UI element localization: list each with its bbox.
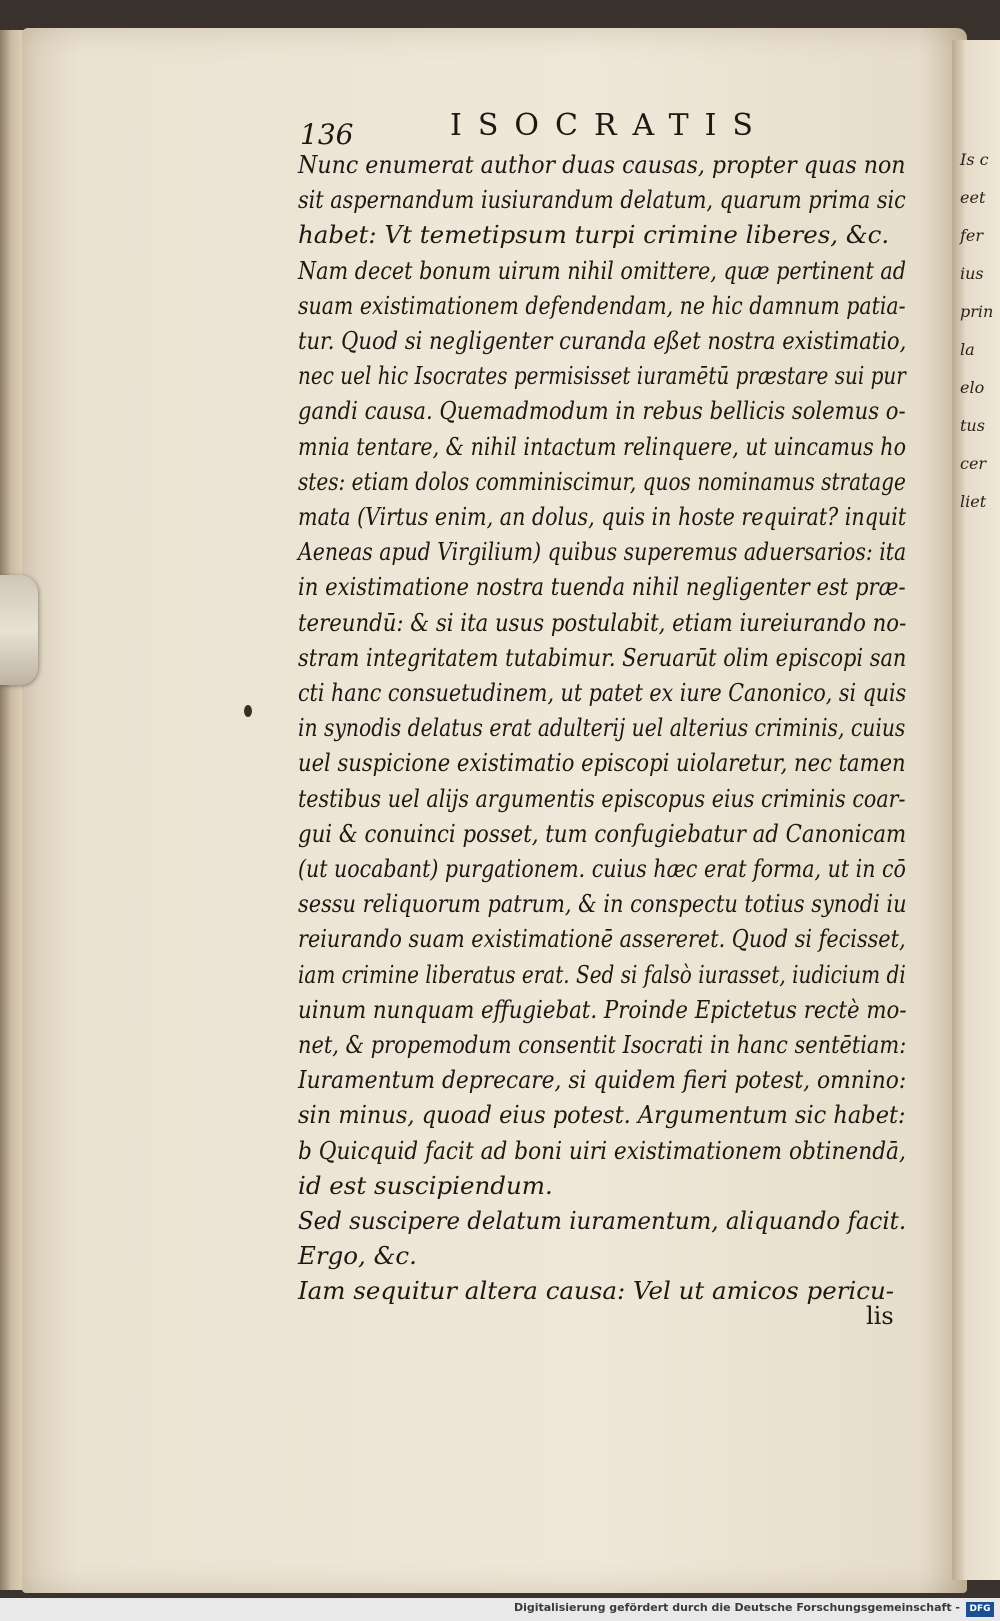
text-line: in existimatione nostra tuenda nihil negligenter est præ- (298, 572, 906, 602)
text-line: mata (Virtus enim, an dolus, quis in hoste requirat? inquit (298, 502, 907, 531)
text-line: tereundū: & si ita usus postulabit, etiam iureiurando no- (298, 607, 907, 637)
text-line: habet: Vt temetipsum turpi crimine liberes, &c. (298, 220, 890, 250)
text-line: tur. Quod si negligenter curanda eßet nostra existimatio, (298, 326, 907, 355)
text-line: Ergo, &c. (298, 1241, 417, 1271)
text-line: id est suscipiendum. (298, 1170, 553, 1200)
text-line: Nunc enumerat author duas causas, propter quas non (298, 150, 906, 179)
text-line: stes: etiam dolos comminiscimur, quos nominamus stratage (298, 466, 906, 496)
facing-page-fragment: ius (960, 264, 984, 283)
page-clip (0, 575, 38, 685)
text-line: (ut uocabant) purgationem. cuius hæc erat forma, ut in cō (298, 854, 906, 883)
dfg-logo: DFG (966, 1602, 994, 1617)
text-line: iam crimine liberatus erat. Sed si falsò iurasset, iudicium di (298, 959, 906, 989)
text-line: sin minus, quoad eius potest. Argumentum sic habet: (298, 1100, 906, 1130)
facing-page-fragment: eet (960, 188, 986, 207)
text-line: suam existimationem defendendam, ne hic damnum patia- (298, 290, 906, 320)
catchword: lis (866, 1302, 894, 1330)
ink-spot (244, 705, 252, 717)
text-line: reiurando suam existimationē assereret. Quod si fecisset, (298, 924, 906, 954)
facing-page-fragment: prin (960, 302, 994, 321)
facing-page-fragment: Is c (960, 150, 989, 169)
text-line: gui & conuinci posset, tum confugiebatur ad Canonicam (298, 818, 907, 848)
footer-credit: Digitalisierung gefördert durch die Deutsche Forschungsgemeinschaft - (513, 1601, 960, 1614)
footer-bar (0, 1598, 1000, 1621)
facing-page-fragment: cer (960, 454, 987, 473)
text-line: sessu reliquorum patrum, & in conspectu totius synodi iu (298, 889, 907, 919)
text-line: uinum nunquam effugiebat. Proinde Epictetus rectè mo- (298, 994, 907, 1024)
text-line: Sed suscipere delatum iuramentum, aliquando facit. (298, 1206, 907, 1235)
facing-page-fragment: la (960, 340, 975, 359)
facing-page-fragment: elo (960, 378, 985, 397)
text-line: Iuramentum deprecare, si quidem fieri potest, omnino: (298, 1065, 907, 1095)
running-head: ISOCRATIS (450, 108, 769, 143)
text-line: mnia tentare, & nihil intactum relinquere, ut uincamus ho (298, 431, 906, 461)
next-page-edge (952, 40, 1000, 1580)
text-line: net, & propemodum consentit Isocrati in hanc sentētiam: (298, 1030, 907, 1059)
text-line: Nam decet bonum uirum nihil omittere, quæ pertinent ad (298, 255, 907, 285)
text-line: sit aspernandum iusiurandum delatum, quarum prima sic (298, 185, 906, 215)
text-line: testibus uel alijs argumentis episcopus eius criminis coar- (298, 783, 906, 813)
page-header (300, 108, 900, 152)
facing-page-fragment: tus (960, 416, 985, 435)
text-line: in synodis delatus erat adulterij uel alterius criminis, cuius (298, 713, 906, 743)
text-line: gandi causa. Quemadmodum in rebus bellicis solemus o- (298, 396, 906, 426)
facing-page-fragment: fer (960, 226, 984, 245)
text-line: stram integritatem tutabimur. Seruarūt olim episcopi san (298, 642, 907, 672)
text-line: b Quicquid facit ad boni uiri existimationem obtinendā, (298, 1135, 906, 1165)
text-line: Iam sequitur altera causa: Vel ut amicos pericu- (298, 1276, 895, 1306)
page-number: 136 (300, 118, 354, 151)
text-line: cti hanc consuetudinem, ut patet ex iure Canonico, si quis (298, 678, 907, 707)
text-line: Aeneas apud Virgilium) quibus superemus aduersarios: ita (298, 537, 907, 567)
text-line: nec uel hic Isocrates permisisset iuramētū præstare sui pur (298, 361, 906, 391)
text-line: uel suspicione existimatio episcopi uiolaretur, nec tamen (298, 748, 906, 778)
facing-page-fragment: liet (960, 492, 987, 511)
